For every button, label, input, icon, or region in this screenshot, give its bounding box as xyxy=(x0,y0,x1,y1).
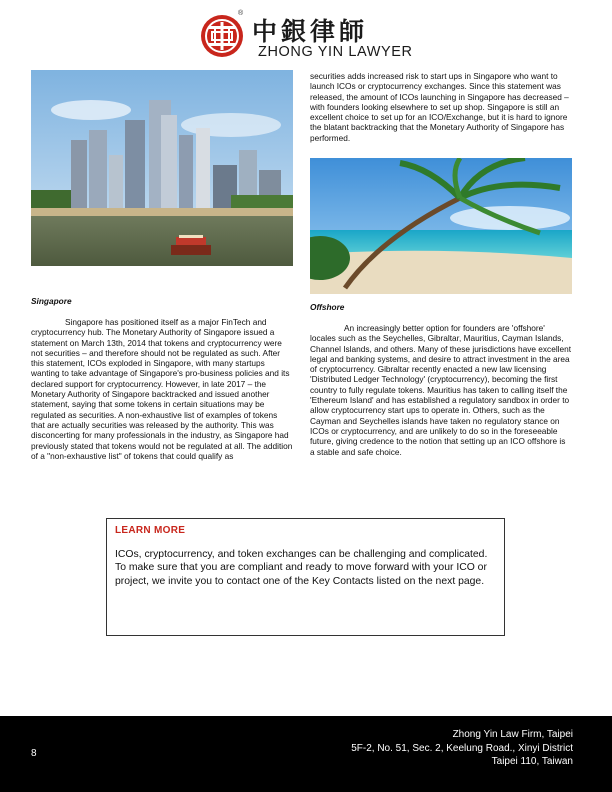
continued-singapore-text xyxy=(310,71,572,143)
tropical-beach-photo xyxy=(310,158,572,294)
learn-more-box xyxy=(106,518,505,636)
firm-address xyxy=(351,728,573,769)
logo-english-name: ZHONG YIN LAWYER xyxy=(258,44,413,60)
singapore-skyline-photo xyxy=(31,70,293,266)
firm-logo xyxy=(190,6,430,66)
learn-more-body: ICOs, cryptocurrency, and token exchanges can be challenging and complicated. To make sure that you are compliant and ready to move forward with your ICO or project, we invite you to contact one of the Key Contacts listed on the next page. xyxy=(115,549,488,587)
firm-seal-icon xyxy=(200,14,244,58)
page-footer xyxy=(0,716,612,792)
address-line-2: Taipei 110, Taiwan xyxy=(491,756,573,767)
learn-more-title: LEARN MORE xyxy=(115,525,186,536)
page-number: 8 xyxy=(31,748,37,759)
offshore-paragraph: An increasingly better option for founders are 'offshore' locales such as the Seychelles, Gibraltar, Mauritius, Cayman Islands, Channel Islands, and others. Many of these jurisdictions have excellent legal and banking systems, and desire to attract investment in the area of cryptocurrency. Gibraltar recently enacted a new law licensing 'Distributed Ledger Technology' (cryptocurrency), becoming the first country to fully regulate tokens. Mauritius has taken to calling itself the 'Ethereum Island' and has established a regulatory sandbox in order to allow cryptocurrency start ups to operate in. Others, such as the Cayman and Seychelles islands have taken no regulatory stance on ICOs or cryptocurrency, and are unlikely to do so in the foreseeable future, giving credence to the notion that setting up an ICO offshore is a stable and safe choice. xyxy=(310,323,572,457)
continued-paragraph: securities adds increased risk to start ups in Singapore who want to launch ICOs or cryptocurrency exchanges. Since this statement was released, the amount of ICOs launching in Singapore has decreased – with founders looking elsewhere to set up shop. Singapore is still an excellent choice to set up for an ICO/Exchange, but it is hard to ignore the blatant backtracking that the Monetary Authority of Singapore has performed. xyxy=(310,71,569,143)
singapore-section-text xyxy=(31,317,293,461)
address-line-1: 5F-2, No. 51, Sec. 2, Keelung Road., Xinyi District xyxy=(351,742,573,754)
logo-chinese-name: 中銀律師 xyxy=(252,17,369,46)
registered-mark: ® xyxy=(238,10,244,17)
offshore-caption: Offshore xyxy=(310,302,345,312)
firm-name: Zhong Yin Law Firm, Taipei xyxy=(452,729,573,740)
singapore-caption: Singapore xyxy=(31,296,72,306)
singapore-paragraph: Singapore has positioned itself as a major FinTech and cryptocurrency hub. The Monetary Authority of Singapore issued a statement on March 13th, 2014 that tokens and cryptocurrency were not securities – and therefore should not be regulated as such. After this statement, ICOs exploded in Singapore, with many startups wanting to take advantage of Singapore's pro-business policies and its declared support for cryptocurrency. However, in late 2017 – the Monetary Authority of Singapore backtracked and issued another statement, saying that some tokens in certain situations may be regulated as securities. A non-exhaustive list of examples of tokens that are actually securities was released by the authority. This was disconcerting for many professionals in the industry, as Singapore had previously stated that tokens would not be regulated at all. The addition of a "non-exhaustive list" of tokens that could qualify as xyxy=(31,317,293,461)
offshore-section-text xyxy=(310,323,572,457)
